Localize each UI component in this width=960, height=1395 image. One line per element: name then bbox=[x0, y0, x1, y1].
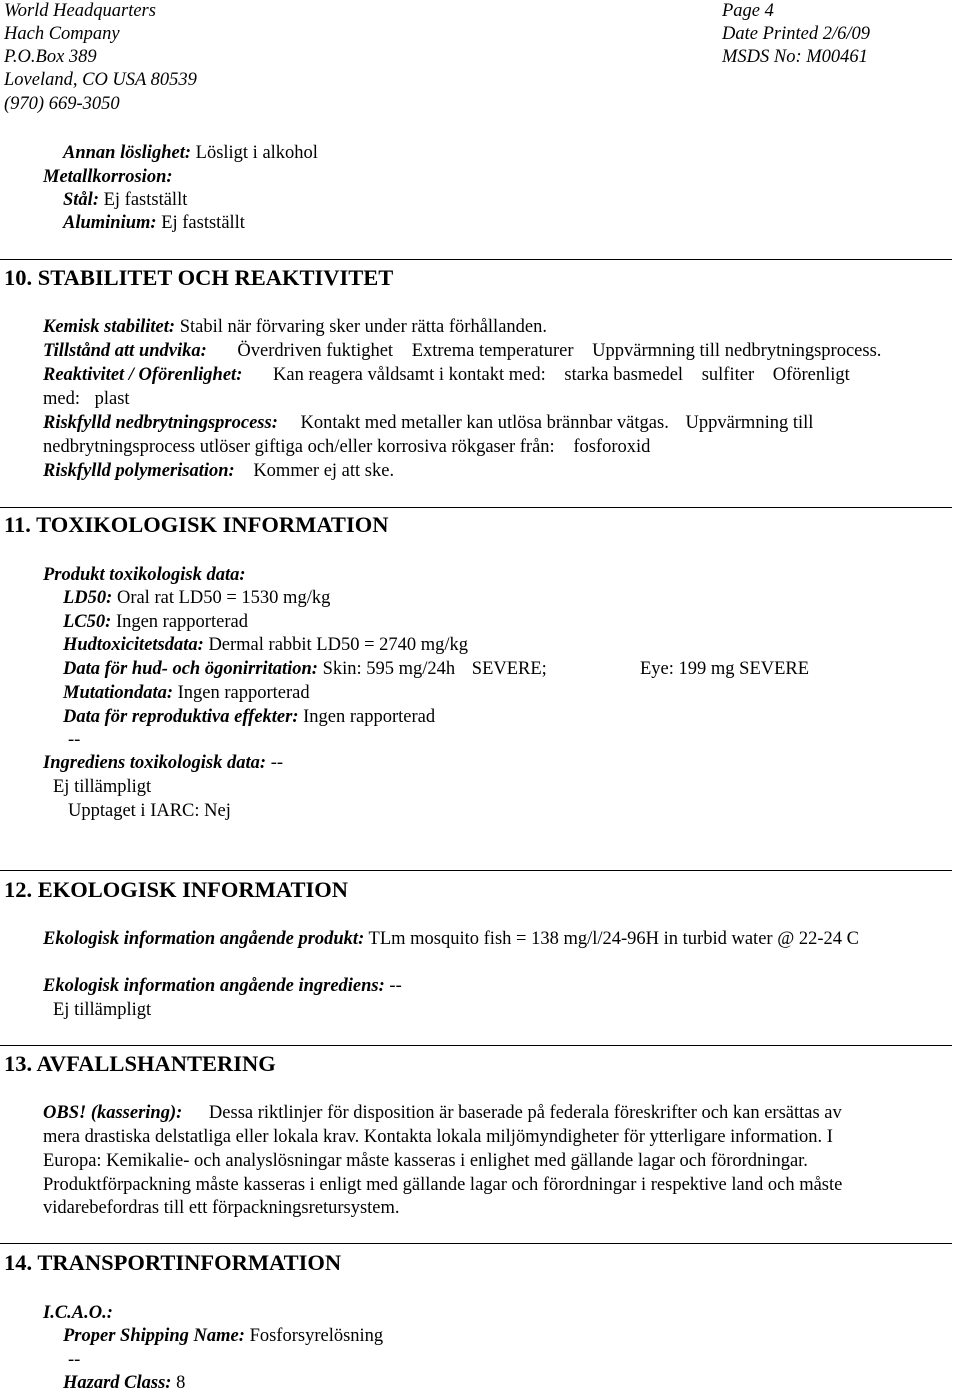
icao-label: I.C.A.O.: bbox=[43, 1303, 113, 1323]
mutationdata-label: Mutationdata: bbox=[63, 683, 173, 703]
header-msds-number: MSDS No: M00461 bbox=[722, 47, 868, 67]
hazard-class-row bbox=[63, 1372, 185, 1394]
reaktivitet-cont-plast: plast bbox=[94, 389, 130, 409]
annan-loslighet-row bbox=[63, 142, 318, 164]
metallkorrosion-label: Metallkorrosion: bbox=[43, 167, 173, 187]
proper-shipping-name-value: Fosforsyrelösning bbox=[249, 1326, 384, 1346]
transport-dash: -- bbox=[68, 1350, 81, 1370]
hazard-class-value: 8 bbox=[176, 1373, 186, 1393]
header-company-line-3: P.O.Box 389 bbox=[4, 47, 97, 67]
kemisk-stabilitet-label: Kemisk stabilitet: bbox=[43, 317, 176, 337]
riskfylld-polymerisation-row bbox=[43, 460, 394, 482]
ingrediens-ej-tillampligt: Ej tillämpligt bbox=[53, 777, 152, 797]
ld50-value: Oral rat LD50 = 1530 mg/kg bbox=[116, 588, 331, 608]
obs-kassering-label: OBS! (kassering): bbox=[43, 1103, 183, 1123]
reaktivitet-value-4: Oförenligt bbox=[772, 365, 850, 385]
tillstand-value-1: Överdriven fuktighet bbox=[237, 341, 394, 361]
produkt-toxikologisk-label: Produkt toxikologisk data: bbox=[43, 565, 246, 585]
hudtoxicitet-row bbox=[63, 634, 468, 656]
riskfylld-nedbrytning-continuation bbox=[43, 436, 650, 458]
ekologisk-ej-tillampligt: Ej tillämpligt bbox=[53, 1000, 152, 1020]
irritation-eye-value: Eye: 199 mg SEVERE bbox=[640, 659, 810, 679]
annan-loslighet-label: Annan löslighet: bbox=[63, 143, 192, 163]
lc50-label: LC50: bbox=[63, 612, 112, 632]
header-company-line-4: Loveland, CO USA 80539 bbox=[4, 70, 197, 90]
proper-shipping-name-row bbox=[63, 1325, 383, 1347]
riskfylld-nedbrytning-value: Kontakt med metaller kan utlösa brännbar vätgas. bbox=[300, 413, 669, 433]
section-divider bbox=[0, 1045, 952, 1046]
aluminium-value: Ej fastställt bbox=[161, 213, 245, 233]
section-divider bbox=[0, 1243, 952, 1244]
section-divider bbox=[0, 259, 952, 260]
riskfylld-cont-fosforoxid: fosforoxid bbox=[573, 437, 651, 457]
reaktivitet-value-2: starka basmedel bbox=[564, 365, 684, 385]
riskfylld-nedbrytning-row bbox=[43, 412, 813, 434]
reproduktiva-label: Data för reproduktiva effekter: bbox=[63, 707, 299, 727]
stal-label: Stål: bbox=[63, 190, 99, 210]
lc50-row bbox=[63, 611, 248, 633]
section-10-heading: 10. STABILITET OCH REAKTIVITET bbox=[4, 265, 394, 290]
riskfylld-polymerisation-label: Riskfylld polymerisation: bbox=[43, 461, 235, 481]
header-company-line-5: (970) 669-3050 bbox=[4, 94, 120, 114]
tillstand-value-3: Uppvärmning till nedbrytningsprocess. bbox=[592, 341, 882, 361]
irritation-skin-severity: SEVERE; bbox=[471, 659, 547, 679]
section-13-heading: 13. AVFALLSHANTERING bbox=[4, 1051, 276, 1076]
avfall-line-5: vidarebefordras till ett förpackningsretursystem. bbox=[43, 1198, 400, 1218]
header-date-printed: Date Printed 2/6/09 bbox=[722, 24, 870, 44]
annan-loslighet-value: Lösligt i alkohol bbox=[195, 143, 318, 163]
reproduktiva-row bbox=[63, 706, 435, 728]
ingrediens-toxikologisk-value: -- bbox=[270, 753, 284, 773]
stal-value: Ej fastställt bbox=[103, 190, 188, 210]
stal-row bbox=[63, 189, 187, 211]
section-12-heading: 12. EKOLOGISK INFORMATION bbox=[4, 877, 348, 902]
section-divider bbox=[0, 870, 952, 871]
ekologisk-ingrediens-label: Ekologisk information angående ingrediens: bbox=[43, 976, 385, 996]
mutationdata-value: Ingen rapporterad bbox=[177, 683, 310, 703]
kemisk-stabilitet-row bbox=[43, 316, 547, 338]
toxikologisk-dash: -- bbox=[68, 730, 81, 750]
aluminium-label: Aluminium: bbox=[63, 213, 157, 233]
irritation-row bbox=[63, 658, 893, 680]
ekologisk-ingrediens-row bbox=[43, 975, 402, 997]
ekologisk-produkt-row bbox=[43, 928, 859, 950]
reaktivitet-label: Reaktivitet / Oförenlighet: bbox=[43, 365, 243, 385]
lc50-value: Ingen rapporterad bbox=[115, 612, 248, 632]
proper-shipping-name-label: Proper Shipping Name: bbox=[63, 1326, 245, 1346]
reaktivitet-row bbox=[43, 364, 850, 386]
avfall-text-1: Dessa riktlinjer för disposition är baserade på federala föreskrifter och kan ersättas av bbox=[208, 1103, 842, 1123]
iarc-status: Upptaget i IARC: Nej bbox=[68, 801, 231, 821]
section-11-heading: 11. TOXIKOLOGISK INFORMATION bbox=[4, 512, 389, 537]
irritation-skin-value: Skin: 595 mg/24h bbox=[322, 659, 456, 679]
reaktivitet-value-1: Kan reagera våldsamt i kontakt med: bbox=[273, 365, 546, 385]
ekologisk-ingrediens-value: -- bbox=[389, 976, 402, 996]
riskfylld-polymerisation-value: Kommer ej att ske. bbox=[253, 461, 395, 481]
hudtoxicitet-value: Dermal rabbit LD50 = 2740 mg/kg bbox=[208, 635, 469, 655]
kemisk-stabilitet-value: Stabil när förvaring sker under rätta förhållanden. bbox=[179, 317, 547, 337]
header-company-line-1: World Headquarters bbox=[4, 1, 156, 21]
avfall-line-2: mera drastiska delstatliga eller lokala krav. Kontakta lokala miljömyndigheter för ytterligare information. I bbox=[43, 1127, 833, 1147]
aluminium-row bbox=[63, 212, 245, 234]
avfall-line-4: Produktförpackning måste kasseras i enligt med gällande lagar och förordningar i respektive land och måste bbox=[43, 1175, 843, 1195]
header-company-line-2: Hach Company bbox=[4, 24, 120, 44]
irritation-label: Data för hud- och ögonirritation: bbox=[63, 659, 318, 679]
riskfylld-nedbrytning-value-2: Uppvärmning till bbox=[685, 413, 814, 433]
tillstand-value-2: Extrema temperaturer bbox=[411, 341, 574, 361]
reproduktiva-value: Ingen rapporterad bbox=[303, 707, 436, 727]
ingrediens-toxikologisk-row bbox=[43, 752, 283, 774]
ingrediens-toxikologisk-label: Ingrediens toxikologisk data: bbox=[43, 753, 267, 773]
hudtoxicitet-label: Hudtoxicitetsdata: bbox=[63, 635, 204, 655]
riskfylld-nedbrytning-label: Riskfylld nedbrytningsprocess: bbox=[43, 413, 278, 433]
section-divider bbox=[0, 507, 952, 508]
riskfylld-cont-text: nedbrytningsprocess utlöser giftiga och/eller korrosiva rökgaser från: bbox=[43, 437, 555, 457]
reaktivitet-value-3: sulfiter bbox=[701, 365, 755, 385]
avfall-line-3: Europa: Kemikalie- och analyslösningar måste kasseras i enlighet med gällande lagar och förordningar. bbox=[43, 1151, 808, 1171]
section-14-heading: 14. TRANSPORTINFORMATION bbox=[4, 1250, 342, 1275]
avfall-line-1 bbox=[43, 1102, 842, 1124]
tillstand-row bbox=[43, 340, 881, 362]
reaktivitet-continuation bbox=[43, 388, 130, 410]
ekologisk-produkt-value: TLm mosquito fish = 138 mg/l/24-96H in turbid water @ 22-24 C bbox=[368, 929, 859, 949]
ekologisk-produkt-label: Ekologisk information angående produkt: bbox=[43, 929, 365, 949]
mutationdata-row bbox=[63, 682, 310, 704]
ld50-label: LD50: bbox=[63, 588, 113, 608]
ld50-row bbox=[63, 587, 330, 609]
hazard-class-label: Hazard Class: bbox=[63, 1373, 172, 1393]
header-page-number: Page 4 bbox=[722, 1, 774, 21]
tillstand-label: Tillstånd att undvika: bbox=[43, 341, 207, 361]
reaktivitet-cont-med: med: bbox=[43, 389, 80, 409]
